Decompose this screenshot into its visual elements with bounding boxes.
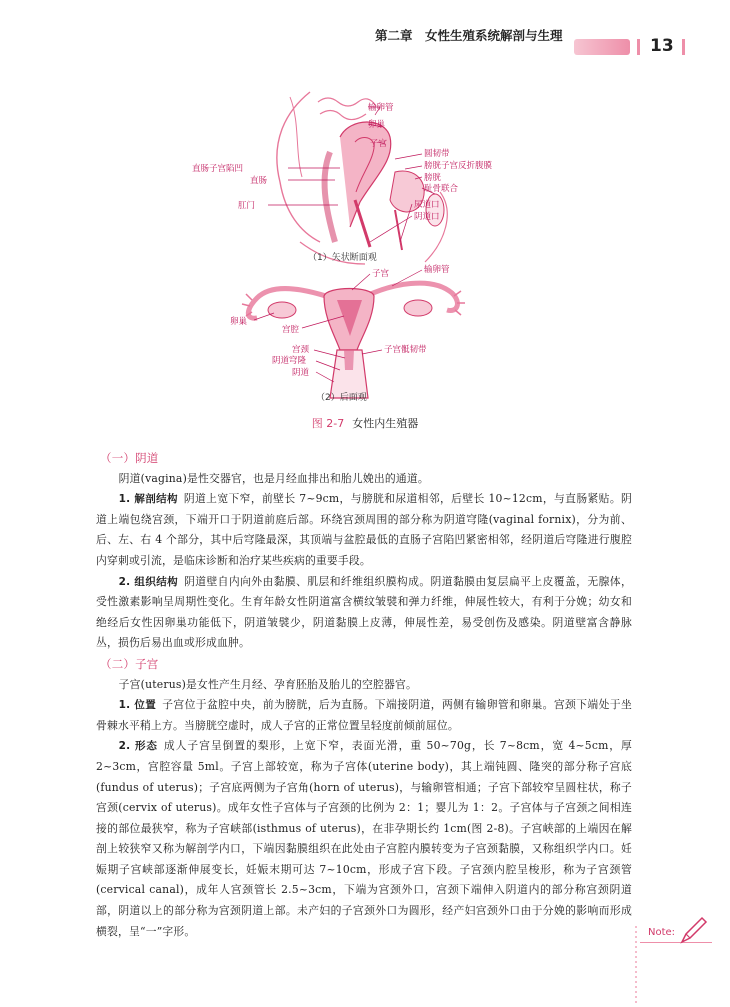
label-vaginal-fornix: 阴道穹隆 bbox=[272, 356, 307, 366]
section-heading-uterus: （二）子宫 bbox=[100, 656, 159, 671]
figure-number: 图 2-7 bbox=[311, 417, 345, 430]
label-pubic-symphysis: 耻骨联合 bbox=[424, 184, 459, 194]
label-round-ligament: 圆韧带 bbox=[424, 149, 450, 159]
label-vaginal-orifice: 阴道口 bbox=[414, 212, 440, 222]
section-heading-vagina: （一）阴道 bbox=[100, 451, 159, 465]
label-anus: 肛门 bbox=[238, 201, 256, 211]
label-vagina: 阴道 bbox=[292, 368, 310, 378]
note-label: Note: bbox=[648, 927, 676, 938]
sub-caption-posterior: （2）后面观 bbox=[316, 393, 367, 403]
label-bladder: 膀胱 bbox=[424, 173, 442, 183]
label-cervix: 宫颈 bbox=[292, 345, 310, 355]
label-uterus: 子宫 bbox=[370, 139, 388, 149]
label-uterine-cavity: 宫腔 bbox=[282, 325, 300, 335]
subheading-morphology: 2. 形态 bbox=[118, 740, 158, 753]
note-dotted-border bbox=[634, 926, 638, 1006]
label-vesicouterine-fold: 膀胱子宫反折腹膜 bbox=[424, 161, 493, 171]
body-text bbox=[96, 448, 632, 942]
subheading-anatomy: 1. 解剖结构 bbox=[118, 493, 178, 506]
paragraph-histology bbox=[96, 572, 632, 654]
header-divider-right bbox=[682, 39, 685, 55]
pencil-icon bbox=[678, 916, 708, 946]
paragraph-uterus-intro: 子宫(uterus)是女性产生月经、孕育胚胎及胎儿的空腔器官。 bbox=[118, 677, 417, 691]
page-number: 13 bbox=[650, 36, 674, 56]
label-fallopian-tube: 输卵管 bbox=[368, 103, 394, 113]
label-rectum: 直肠 bbox=[250, 176, 268, 186]
figure-posterior bbox=[222, 258, 492, 408]
figure-sagittal bbox=[190, 82, 530, 272]
position-body: 子宫位于盆腔中央，前为膀胱，后为直肠。下端接阴道，两侧有输卵管和卵巢。宫颈下端处于坐骨棘水平稍上方。当膀胱空虚时，成人子宫的正常位置呈轻度前倾前屈位。 bbox=[96, 698, 632, 732]
header-accent-bar bbox=[574, 39, 630, 55]
label-ovary: 卵巢 bbox=[368, 120, 386, 130]
label-cardinal-ligament: 子宫骶韧带 bbox=[384, 345, 427, 355]
paragraph-position bbox=[96, 695, 632, 736]
label-rectouterine-pouch: 直肠子宫陷凹 bbox=[192, 164, 244, 174]
label-uterus-b: 子宫 bbox=[372, 269, 390, 279]
sub-caption-sagittal: （1）矢状断面观 bbox=[308, 253, 377, 263]
subheading-position: 1. 位置 bbox=[118, 699, 157, 712]
paragraph-vagina-intro: 阴道(vagina)是性交器官，也是月经血排出和胎儿娩出的通道。 bbox=[118, 471, 429, 485]
label-urethral-orifice: 尿道口 bbox=[414, 200, 440, 210]
label-fallopian-tube-b: 输卵管 bbox=[424, 265, 450, 275]
label-ovary-b: 卵巢 bbox=[230, 317, 248, 327]
chapter-title: 第二章 女性生殖系统解剖与生理 bbox=[375, 28, 563, 43]
subheading-histology: 2. 组织结构 bbox=[118, 575, 179, 588]
paragraph-anatomy bbox=[96, 489, 632, 571]
paragraph-morphology bbox=[96, 736, 632, 942]
figure-caption bbox=[0, 415, 730, 431]
figure-title: 女性内生殖器 bbox=[352, 417, 419, 430]
histology-body: 阴道壁自内向外由黏膜、肌层和纤维组织膜构成。阴道黏膜由复层扁平上皮覆盖，无腺体，受性激素影响呈周期性变化。生育年龄女性阴道富含横纹皱襞和弹力纤维，伸展性较大，有利于分娩；幼女和绝经后女性因卵巢功能低下，阴道皱襞少，阴道黏膜上皮薄，伸展性差，易受创伤及感染。阴道壁富含静脉丛，损伤后易出血或形成血肿。 bbox=[96, 574, 632, 650]
morphology-body: 成人子宫呈倒置的梨形，上宽下窄，表面光滑，重 50~70g，长 7~8cm，宽 4~5cm，厚 2~3cm，宫腔容量 5ml。子宫上部较宽，称为子宫体(uterine body)，其上端钝圆、隆突的部分称子宫底(fundus of uterus)；子宫底两侧为子宫角(horn of uterus)，与输卵管相通；子宫下部较窄呈圆柱状，称子宫颈(cervix of uterus)。成年女性子宫体与子宫颈的比例为 2：1；婴儿为 1：2。子宫体与子宫颈之间相连接的部位最狭窄，称为子宫峡部(isthmus of uterus)，在非孕期长约 1cm(图 2-8)。子宫峡部的上端因在解剖上较狭窄又称为解剖学内口，下端因黏膜组织在此处由子宫腔内膜转变为子宫颈黏膜，又称组织学内口。妊娠期子宫峡部逐渐伸展变长，妊娠末期可达 7~10cm，形成子宫下段。子宫颈内腔呈梭形，称为子宫颈管(cervical canal)，成年人宫颈管长 2.5~3cm，下端为宫颈外口，宫颈下端伸入阴道内的部分称宫颈阴道部，阴道以上的部分称为宫颈阴道上部。未产妇的子宫颈外口为圆形，经产妇宫颈外口由于分娩的影响而形成横裂，呈“一”字形。 bbox=[96, 739, 632, 938]
header-divider bbox=[637, 39, 640, 55]
anatomy-body: 阴道上宽下窄，前壁长 7~9cm，与膀胱和尿道相邻，后壁长 10~12cm，与直肠紧贴。阴道上端包绕宫颈，下端开口于阴道前庭后部。环绕宫颈周围的部分称为阴道穹隆(vaginal fornix)，分为前、后、左、右 4 个部分，其中后穹隆最深，其顶端与盆腔最低的直肠子宫陷凹紧密相邻，经阴道后穹隆进行腹腔内穿刺或引流，是临床诊断和治疗某些疾病的重要手段。 bbox=[96, 492, 632, 567]
